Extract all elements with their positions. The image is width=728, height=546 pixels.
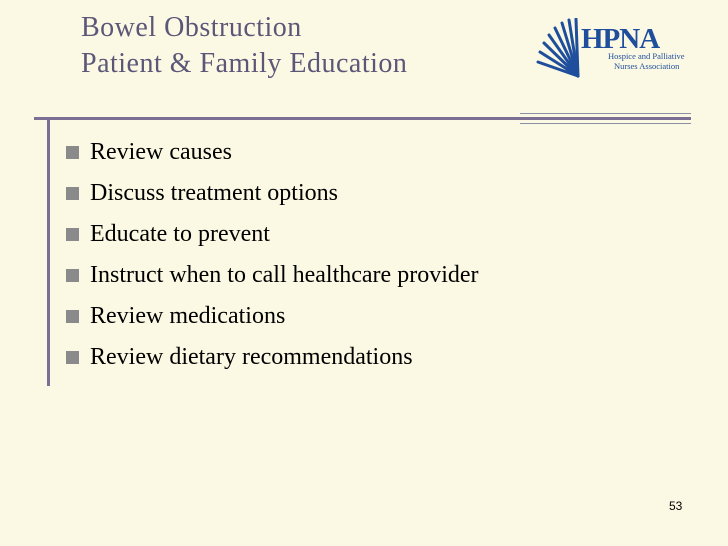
bullet-text: Instruct when to call healthcare provider [90, 262, 479, 288]
logo-line-1: Hospice and Palliative [608, 51, 685, 61]
left-accent-bar [47, 118, 50, 386]
bullet-item [66, 259, 479, 300]
logo-fan-icon [538, 19, 578, 76]
bullet-list [66, 136, 479, 382]
logo-line-2: Nurses Association [614, 61, 680, 71]
bullet-item [66, 300, 479, 341]
bullet-item [66, 177, 479, 218]
page-number: 53 [669, 499, 683, 513]
bullet-text: Educate to prevent [90, 221, 270, 247]
square-bullet-icon [66, 228, 79, 241]
bullet-text: Review dietary recommendations [90, 344, 413, 370]
square-bullet-icon [66, 146, 79, 159]
bullet-item [66, 218, 479, 259]
header-divider [34, 117, 691, 120]
slide-title [81, 10, 407, 82]
bullet-item [66, 341, 479, 382]
bullet-text: Review medications [90, 303, 286, 329]
square-bullet-icon [66, 269, 79, 282]
square-bullet-icon [66, 187, 79, 200]
title-line-1: Bowel Obstruction [81, 12, 302, 43]
square-bullet-icon [66, 310, 79, 323]
title-line-2: Patient & Family Education [81, 48, 408, 79]
bullet-item [66, 136, 479, 177]
header-divider-thin-top [520, 113, 691, 114]
header-divider-thin-bottom [520, 123, 691, 124]
logo-acronym: HPNA [581, 23, 660, 55]
hpna-logo [534, 18, 694, 84]
square-bullet-icon [66, 351, 79, 364]
bullet-text: Review causes [90, 139, 232, 165]
bullet-text: Discuss treatment options [90, 180, 338, 206]
